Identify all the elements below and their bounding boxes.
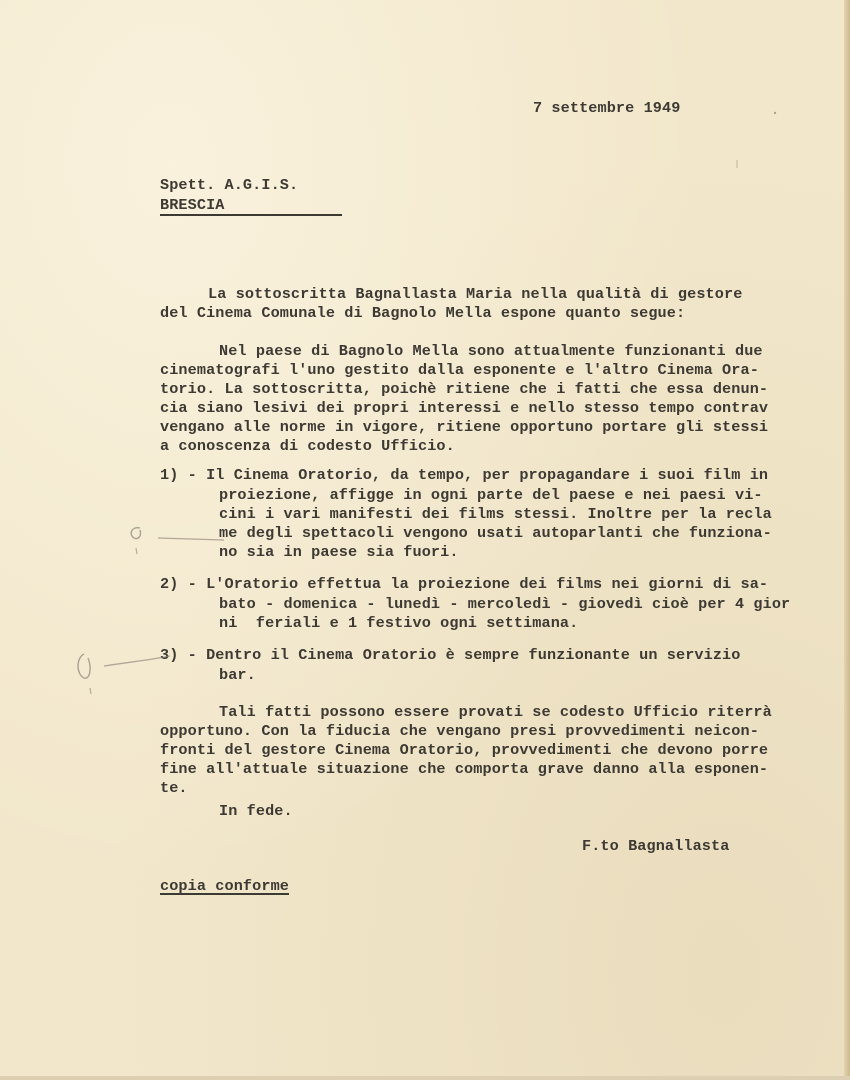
closing-line: te. bbox=[160, 779, 188, 797]
list-item-1-line: me degli spettacoli vengono usati autoparlanti che funziona- bbox=[219, 524, 772, 542]
in-fede: In fede. bbox=[219, 802, 293, 820]
list-item-2-line: ni feriali e 1 festivo ogni settimana. bbox=[219, 614, 579, 632]
closing-line: fronti del gestore Cinema Oratorio, provvedimenti che devono porre bbox=[160, 741, 769, 759]
paragraph-line: torio. La sottoscritta, poichè ritiene che i fatti che essa denun- bbox=[160, 380, 769, 398]
list-item-3: 3) - Dentro il Cinema Oratorio è sempre funzionante un servizio bbox=[160, 646, 741, 664]
list-item-1: 1) - Il Cinema Oratorio, da tempo, per propagandare i suoi film in bbox=[160, 466, 769, 484]
closing-line: opportuno. Con la fiducia che vengano presi provvedimenti neicon- bbox=[160, 722, 759, 740]
list-item-2: 2) - L'Oratorio effettua la proiezione dei films nei giorni di sa- bbox=[160, 575, 769, 593]
list-item-1-line: proiezione, affigge in ogni parte del paese e nei paesi vi- bbox=[219, 486, 763, 504]
paragraph-line: Nel paese di Bagnolo Mella sono attualmente funzionanti due bbox=[219, 342, 763, 360]
intro-line-1: La sottoscritta Bagnallasta Maria nella qualità di gestore bbox=[208, 285, 743, 303]
addressee-underline bbox=[160, 214, 342, 216]
paper-edge-bottom bbox=[0, 1076, 850, 1080]
closing-line: Tali fatti possono essere provati se codesto Ufficio riterrà bbox=[219, 703, 772, 721]
list-item-1-line: cini i vari manifesti dei films stessi. Inoltre per la recla bbox=[219, 505, 772, 523]
paragraph-line: cia siano lesivi dei propri interessi e nello stesso tempo contrav bbox=[160, 399, 769, 417]
addressee-line-1: Spett. A.G.I.S. bbox=[160, 176, 299, 194]
paragraph-line: vengano alle norme in vigore, ritiene opportuno portare gli stessi bbox=[160, 418, 769, 436]
letter-date: 7 settembre 1949 bbox=[533, 99, 681, 117]
paragraph-line: a conoscenza di codesto Ufficio. bbox=[160, 437, 455, 455]
list-item-3-line: bar. bbox=[219, 666, 256, 684]
intro-line-2: del Cinema Comunale di Bagnolo Mella espone quanto segue: bbox=[160, 304, 686, 322]
paper-edge bbox=[844, 0, 850, 1080]
signature: F.to Bagnallasta bbox=[582, 837, 730, 855]
list-item-2-line: bato - domenica - lunedì - mercoledì - giovedì cioè per 4 gior bbox=[219, 595, 791, 613]
addressee-city: BRESCIA bbox=[160, 196, 225, 214]
list-item-1-line: no sia in paese sia fuori. bbox=[219, 543, 459, 561]
paper-speck bbox=[733, 158, 741, 170]
pencil-mark-2 bbox=[70, 640, 180, 700]
copy-conform-note: copia conforme bbox=[160, 877, 289, 895]
pencil-mark-1 bbox=[120, 520, 230, 560]
closing-line: fine all'attuale situazione che comporta grave danno alla esponen- bbox=[160, 760, 769, 778]
paragraph-line: cinematografi l'uno gestito dalla esponente e l'altro Cinema Ora- bbox=[160, 361, 759, 379]
paper-speck bbox=[770, 108, 780, 118]
